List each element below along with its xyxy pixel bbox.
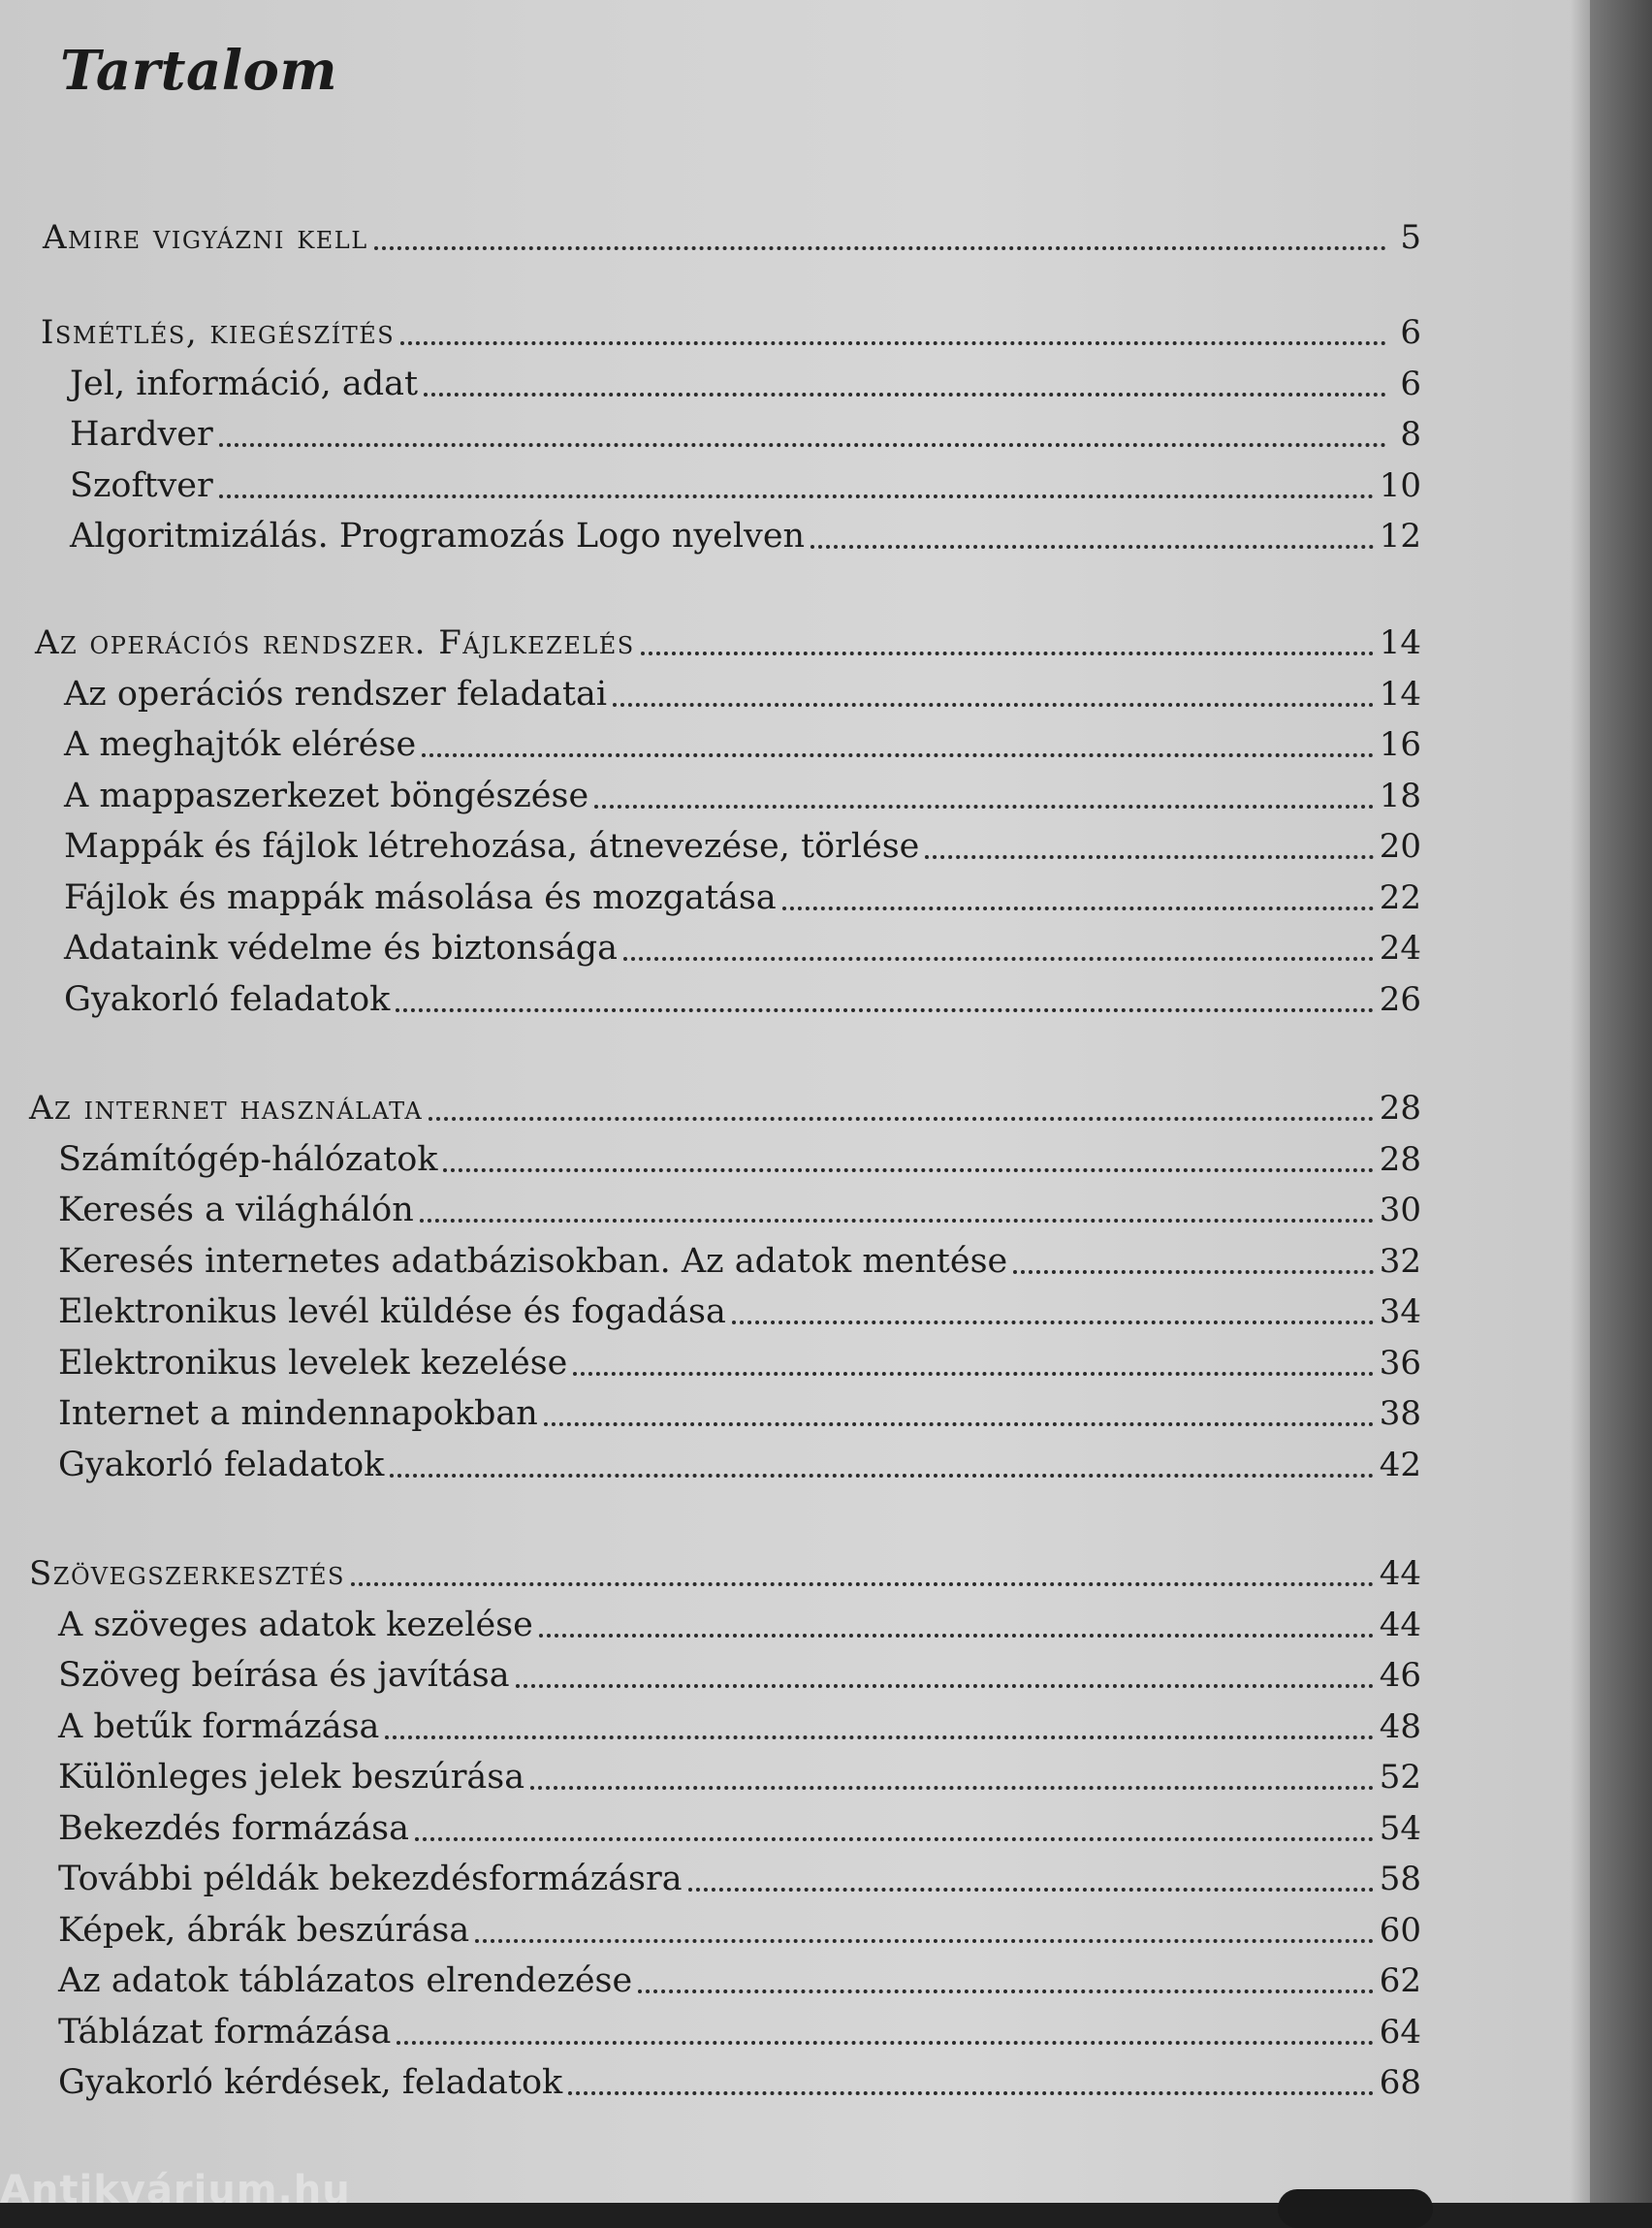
toc-section-row bbox=[35, 621, 1421, 665]
toc-item-label: Jel, információ, adat bbox=[70, 364, 419, 403]
dot-leader bbox=[415, 1837, 1374, 1841]
toc-item-label: Az adatok táblázatos elrendezése bbox=[58, 1961, 633, 2000]
toc-section-label: Amire vigyázni kell bbox=[43, 218, 368, 257]
toc-page-number: 38 bbox=[1379, 1394, 1421, 1433]
toc-item-label: Gyakorló kérdések, feladatok bbox=[58, 2063, 563, 2102]
toc-item-row bbox=[70, 463, 1421, 508]
toc-page-number: 22 bbox=[1379, 877, 1421, 917]
dot-leader bbox=[925, 855, 1373, 859]
toc-item-label: Mappák és fájlok létrehozása, átnevezése, törlése bbox=[64, 827, 920, 866]
toc-item-row bbox=[58, 1443, 1421, 1487]
toc-item-row bbox=[64, 824, 1421, 869]
toc-item-row bbox=[58, 1289, 1421, 1334]
dot-leader bbox=[530, 1786, 1374, 1790]
toc-page-number: 54 bbox=[1379, 1808, 1421, 1848]
dot-leader bbox=[422, 753, 1374, 757]
toc-page-number: 44 bbox=[1379, 1605, 1421, 1644]
toc-item-label: Internet a mindennapokban bbox=[58, 1394, 538, 1433]
dot-leader bbox=[623, 957, 1374, 961]
dot-leader bbox=[594, 805, 1374, 809]
toc-item-label: Keresés internetes adatbázisokban. Az adatok mentése bbox=[58, 1241, 1008, 1281]
toc-item-row bbox=[58, 1603, 1421, 1647]
toc-item-label: Táblázat formázása bbox=[58, 2012, 392, 2052]
toc-item-row bbox=[58, 1857, 1421, 1901]
dot-leader bbox=[732, 1321, 1374, 1324]
dot-leader bbox=[219, 494, 1374, 498]
toc-item-row bbox=[70, 362, 1421, 406]
toc-item-row bbox=[58, 2010, 1421, 2054]
toc-item-label: Elektronikus levél küldése és fogadása bbox=[58, 1292, 726, 1331]
toc-item-label: Az operációs rendszer feladatai bbox=[64, 674, 608, 714]
dot-leader bbox=[420, 1219, 1374, 1223]
toc-item-row bbox=[70, 412, 1421, 457]
dot-leader bbox=[613, 703, 1374, 707]
toc-page-number: 12 bbox=[1379, 517, 1421, 556]
page-edge-shadow bbox=[1571, 0, 1590, 2203]
toc-item-label: A mappaszerkezet böngészése bbox=[64, 776, 589, 815]
toc-section-row bbox=[29, 1086, 1421, 1130]
toc-section-label: Ismétlés, kiegészítés bbox=[41, 313, 396, 352]
toc-page-number: 30 bbox=[1379, 1191, 1421, 1229]
dot-leader bbox=[544, 1422, 1374, 1426]
toc-item-label: Különleges jelek beszúrása bbox=[58, 1758, 525, 1797]
toc-item-label: Algoritmizálás. Programozás Logo nyelven bbox=[70, 517, 806, 556]
toc-page-number: 52 bbox=[1379, 1758, 1421, 1797]
toc-item-label: A meghajtók elérése bbox=[64, 725, 417, 764]
toc-item-row bbox=[64, 977, 1421, 1022]
toc-item-row bbox=[58, 1188, 1421, 1232]
toc-item-row bbox=[58, 1391, 1421, 1436]
dot-leader bbox=[396, 1008, 1373, 1012]
toc-page-number: 48 bbox=[1379, 1706, 1421, 1746]
toc-item-label: Számítógép-hálózatok bbox=[58, 1139, 438, 1179]
dot-leader bbox=[385, 1735, 1373, 1739]
toc-item-row bbox=[64, 722, 1421, 767]
toc-page-number: 34 bbox=[1379, 1292, 1421, 1331]
dot-leader bbox=[397, 2041, 1373, 2045]
toc-item-row bbox=[58, 1908, 1421, 1953]
toc-page-number: 5 bbox=[1400, 218, 1421, 257]
toc-item-label: További példák bekezdésformázásra bbox=[58, 1860, 683, 1898]
toc-item-label: Szöveg beírása és javítása bbox=[58, 1656, 510, 1695]
toc-page-number: 28 bbox=[1379, 1139, 1421, 1179]
toc-item-row bbox=[58, 1239, 1421, 1284]
toc-item-row bbox=[58, 1137, 1421, 1182]
toc-page-number: 14 bbox=[1379, 623, 1421, 662]
dot-leader bbox=[429, 1117, 1374, 1121]
toc-item-label: Elektronikus levelek kezelése bbox=[58, 1343, 568, 1383]
toc-item-row bbox=[58, 1958, 1421, 2003]
toc-section-row bbox=[29, 1551, 1421, 1596]
dark-shape bbox=[1278, 2189, 1433, 2228]
toc-page-number: 20 bbox=[1379, 827, 1421, 866]
toc-item-row bbox=[64, 875, 1421, 920]
toc-page-number: 46 bbox=[1379, 1656, 1421, 1695]
toc-page-number: 8 bbox=[1400, 415, 1421, 454]
toc-page-number: 28 bbox=[1379, 1089, 1421, 1128]
toc-page-number: 42 bbox=[1379, 1445, 1421, 1484]
dot-leader bbox=[374, 246, 1386, 250]
watermark: Antikvárium.hu bbox=[0, 2168, 351, 2203]
page-edge bbox=[1590, 0, 1652, 2203]
toc-page-number: 64 bbox=[1379, 2012, 1421, 2052]
toc-page-number: 62 bbox=[1379, 1961, 1421, 2000]
toc-item-row bbox=[58, 2060, 1421, 2105]
toc-page-number: 6 bbox=[1400, 313, 1421, 352]
toc-item-label: Adataink védelme és biztonsága bbox=[64, 929, 618, 968]
dot-leader bbox=[573, 1372, 1373, 1376]
dot-leader bbox=[424, 393, 1386, 397]
dot-leader bbox=[475, 1939, 1374, 1943]
toc-section-row bbox=[43, 215, 1421, 260]
toc-page-number: 24 bbox=[1379, 929, 1421, 968]
toc-page-number: 10 bbox=[1379, 465, 1421, 505]
dot-leader bbox=[810, 545, 1374, 549]
dot-leader bbox=[219, 443, 1386, 447]
toc-page-number: 36 bbox=[1379, 1343, 1421, 1383]
toc-item-row bbox=[58, 1341, 1421, 1385]
dot-leader bbox=[516, 1684, 1374, 1688]
toc-item-label: Képek, ábrák beszúrása bbox=[58, 1910, 470, 1950]
toc-item-row bbox=[70, 514, 1421, 558]
toc-item-row bbox=[64, 926, 1421, 971]
toc-page-number: 58 bbox=[1379, 1860, 1421, 1898]
toc-section-label: Az internet használata bbox=[29, 1089, 424, 1128]
toc-item-row bbox=[58, 1806, 1421, 1851]
toc-page-number: 14 bbox=[1379, 674, 1421, 714]
dot-leader bbox=[390, 1474, 1373, 1478]
toc-page-number: 44 bbox=[1379, 1554, 1421, 1593]
toc-item-row bbox=[64, 672, 1421, 716]
dot-leader bbox=[539, 1634, 1374, 1638]
toc-item-row bbox=[58, 1653, 1421, 1698]
dot-leader bbox=[443, 1168, 1373, 1172]
dot-leader bbox=[400, 341, 1386, 345]
dot-leader bbox=[638, 1989, 1374, 1993]
toc-item-label: Keresés a világhálón bbox=[58, 1191, 414, 1229]
dot-leader bbox=[351, 1582, 1374, 1586]
toc-item-label: Fájlok és mappák másolása és mozgatása bbox=[64, 877, 777, 917]
dot-leader bbox=[568, 2091, 1373, 2095]
toc-item-label: A szöveges adatok kezelése bbox=[58, 1605, 533, 1644]
toc-section-label: Az operációs rendszer. Fájlkezelés bbox=[35, 623, 635, 662]
toc-page-number: 32 bbox=[1379, 1241, 1421, 1281]
toc-item-row bbox=[64, 774, 1421, 818]
toc-page-number: 18 bbox=[1379, 776, 1421, 815]
toc-item-label: Hardver bbox=[70, 415, 213, 454]
page-title: Tartalom bbox=[60, 39, 338, 103]
dot-leader bbox=[641, 652, 1374, 655]
dot-leader bbox=[782, 907, 1374, 910]
toc-item-label: A betűk formázása bbox=[58, 1706, 380, 1746]
toc-page-number: 60 bbox=[1379, 1910, 1421, 1950]
toc-item-label: Szoftver bbox=[70, 465, 213, 505]
toc-page-number: 16 bbox=[1379, 725, 1421, 764]
toc-page-number: 26 bbox=[1379, 979, 1421, 1019]
toc-page-number: 68 bbox=[1379, 2063, 1421, 2102]
toc-section-row bbox=[41, 310, 1421, 355]
toc-item-label: Gyakorló feladatok bbox=[58, 1445, 385, 1484]
toc-item-row bbox=[58, 1704, 1421, 1749]
toc-item-label: Gyakorló feladatok bbox=[64, 979, 391, 1019]
dot-leader bbox=[1013, 1270, 1373, 1274]
toc-section-label: Szövegszerkesztés bbox=[29, 1554, 345, 1593]
toc-page-number: 6 bbox=[1400, 364, 1421, 403]
toc-item-label: Bekezdés formázása bbox=[58, 1808, 409, 1848]
toc-item-row bbox=[58, 1755, 1421, 1799]
dot-leader bbox=[688, 1888, 1374, 1892]
